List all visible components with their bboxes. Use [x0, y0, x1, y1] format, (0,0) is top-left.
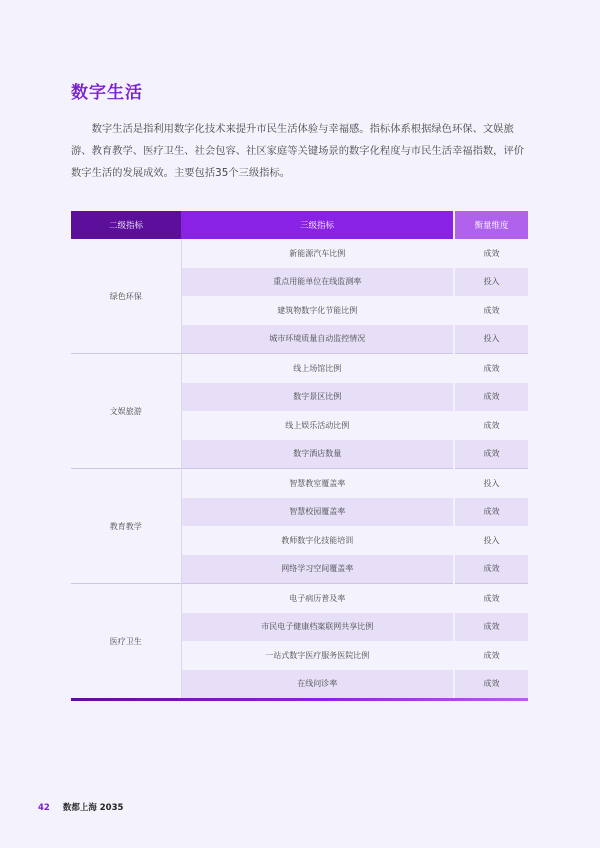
tertiary-indicator-cell: 线上场馆比例: [181, 354, 454, 383]
page-footer: [38, 801, 123, 813]
header-secondary-indicator: 二级指标: [71, 211, 181, 239]
dimension-cell: 成效: [454, 641, 528, 670]
tertiary-indicator-cell: 一站式数字医疗服务医院比例: [181, 641, 454, 670]
dimension-cell: 成效: [454, 411, 528, 440]
dimension-cell: 成效: [454, 555, 528, 584]
tertiary-indicator-cell: 教师数字化技能培训: [181, 526, 454, 555]
header-tertiary-indicator: 三级指标: [181, 211, 454, 239]
secondary-indicator-cell: 医疗卫生: [71, 584, 181, 699]
dimension-cell: 成效: [454, 584, 528, 613]
dimension-cell: 成效: [454, 613, 528, 642]
dimension-cell: 成效: [454, 354, 528, 383]
intro-paragraph: 数字生活是指利用数字化技术来提升市民生活体验与幸福感。指标体系根据绿色环保、文娱旅游、教育教学、医疗卫生、社会包容、社区家庭等关键场景的数字化程度与市民生活幸福指数，评价数字生活的发展成效。主要包括35个三级指标。: [71, 123, 525, 179]
tertiary-indicator-cell: 新能源汽车比例: [181, 239, 454, 268]
table-row: [71, 239, 528, 268]
tertiary-indicator-cell: 数字酒店数量: [181, 440, 454, 469]
page-number: 42: [38, 803, 50, 813]
tertiary-indicator-cell: 线上娱乐活动比例: [181, 411, 454, 440]
tertiary-indicator-cell: 数字景区比例: [181, 383, 454, 412]
tertiary-indicator-cell: 智慧校园覆盖率: [181, 498, 454, 527]
table-row: [71, 584, 528, 613]
dimension-cell: 成效: [454, 498, 528, 527]
table-row: [71, 354, 528, 383]
tertiary-indicator-cell: 电子病历普及率: [181, 584, 454, 613]
book-title: 数都上海 2035: [62, 803, 124, 813]
tertiary-indicator-cell: 在线问诊率: [181, 670, 454, 699]
dimension-cell: 投入: [454, 325, 528, 354]
dimension-cell: 成效: [454, 440, 528, 469]
tertiary-indicator-cell: 智慧教室覆盖率: [181, 469, 454, 498]
dimension-cell: 投入: [454, 469, 528, 498]
table-header-row: [71, 211, 528, 239]
table-row: [71, 469, 528, 498]
tertiary-indicator-cell: 建筑物数字化节能比例: [181, 296, 454, 325]
tertiary-indicator-cell: 城市环境质量自动监控情况: [181, 325, 454, 354]
dimension-cell: 成效: [454, 670, 528, 699]
header-dimension: 衡量维度: [454, 211, 528, 239]
indicator-table: [71, 211, 528, 698]
tertiary-indicator-cell: 市民电子健康档案联网共享比例: [181, 613, 454, 642]
secondary-indicator-cell: 教育教学: [71, 469, 181, 584]
tertiary-indicator-cell: 重点用能单位在线监测率: [181, 268, 454, 297]
indicator-table-container: [71, 211, 528, 701]
dimension-cell: 成效: [454, 296, 528, 325]
table-bottom-bar: [71, 698, 528, 701]
table-body: [71, 239, 528, 698]
dimension-cell: 成效: [454, 383, 528, 412]
dimension-cell: 投入: [454, 268, 528, 297]
secondary-indicator-cell: 绿色环保: [71, 239, 181, 354]
section-title: 数字生活: [71, 83, 143, 103]
tertiary-indicator-cell: 网络学习空间覆盖率: [181, 555, 454, 584]
secondary-indicator-cell: 文娱旅游: [71, 354, 181, 469]
dimension-cell: 投入: [454, 526, 528, 555]
dimension-cell: 成效: [454, 239, 528, 268]
